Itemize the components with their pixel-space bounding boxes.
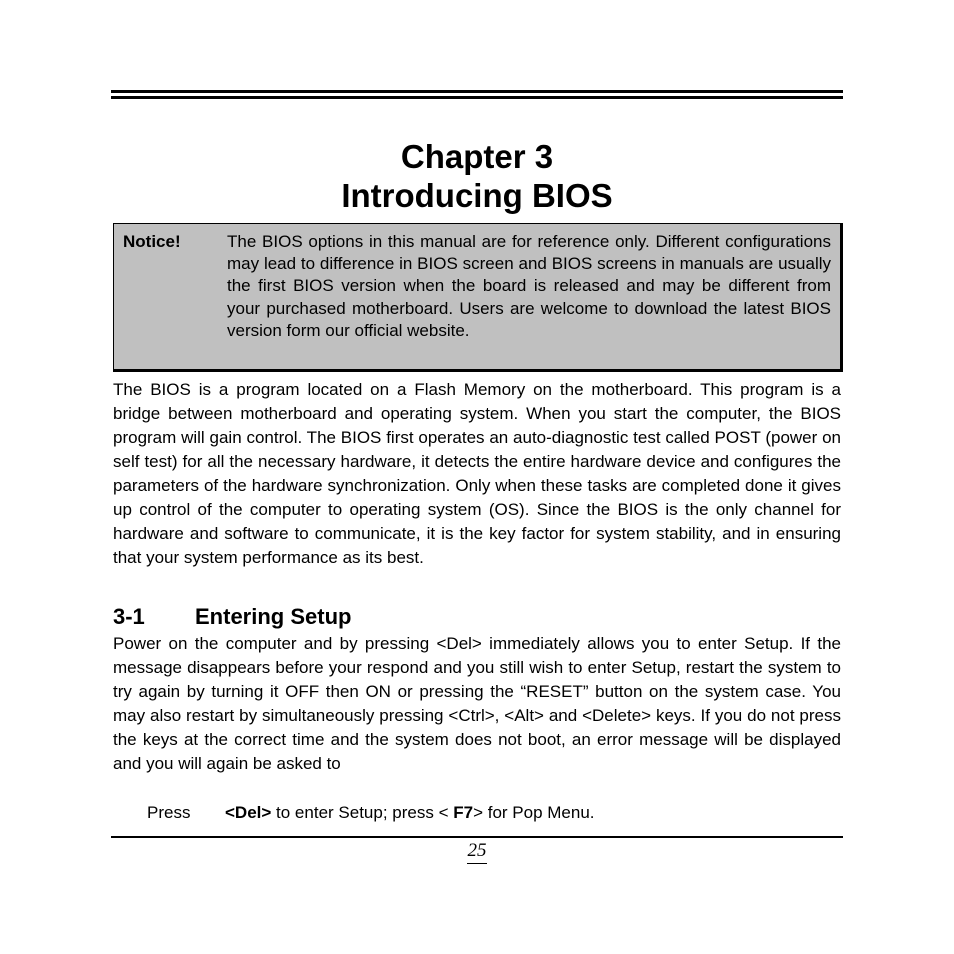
page-number: 25 (467, 840, 487, 861)
f7-key: F7 (453, 803, 474, 822)
press-instruction (147, 801, 595, 825)
notice-label: Notice! (123, 232, 181, 251)
press-word: Press (147, 803, 191, 822)
notice-box (113, 223, 843, 372)
notice-text: The BIOS options in this manual are for reference only. Different configurations may lead to difference in BIOS screen and BIOS screens in manuals are usually the first BIOS version when the board is released and may be different from your purchased motherboard. Users are welcome to download the latest BIOS version form our official website. (227, 232, 831, 340)
chapter-title (111, 137, 843, 215)
section-heading (113, 603, 351, 631)
section-paragraph: Power on the computer and by pressing <Del> immediately allows you to enter Setup. If the message disappears before your respond and you still wish to enter Setup, restart the system to try again by turning it OFF then ON or pressing the “RESET” button on the system case. You may also restart by simultaneously pressing <Ctrl>, <Alt> and <Delete> keys. If you do not press the keys at the correct time and the system does not boot, an error message will be displayed and you will again be asked to (113, 634, 841, 773)
page-number-underline (467, 863, 487, 864)
press-mid-text: to enter Setup; press < (271, 803, 454, 822)
chapter-name: Introducing BIOS (341, 177, 613, 214)
del-key: <Del> (225, 803, 272, 822)
footer-rule (111, 836, 843, 838)
section-title: Entering Setup (195, 604, 352, 629)
chapter-number: Chapter 3 (400, 138, 554, 175)
header-rule-bottom (111, 96, 843, 99)
intro-paragraph: The BIOS is a program located on a Flash Memory on the motherboard. This program is a bridge between motherboard and operating system. When you start the computer, the BIOS program will gain control. The BIOS first operates an auto-diagnostic test called POST (power on self test) for all the necessary hardware, it detects the entire hardware device and configures the parameters of the hardware synchronization. Only when these tasks are completed done it gives up control of the computer to operating system (OS). Since the BIOS is the only channel for hardware and software to communicate, it is the key factor for system stability, and in ensuring that your system performance as its best. (113, 380, 841, 567)
press-end-text: > for Pop Menu. (473, 803, 595, 822)
header-rule-top (111, 90, 843, 93)
section-number: 3-1 (113, 604, 145, 629)
